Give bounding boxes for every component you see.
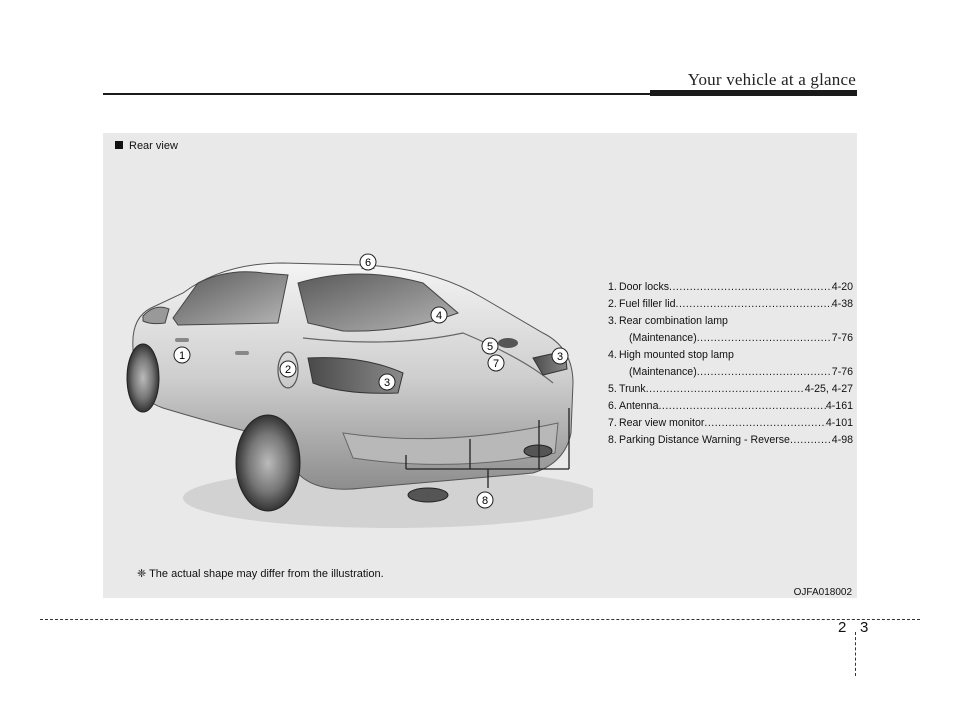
illustration-panel	[103, 133, 857, 598]
trunk-emblem	[498, 338, 518, 348]
legend-item: 8. Parking Distance Warning - Reverse ..... 4-98	[608, 432, 853, 449]
illustration-footnote: ❈ The actual shape may differ from the illustration.	[137, 568, 384, 580]
legend-item: 7. Rear view monitor ..... 4-101	[608, 415, 853, 432]
callout-2	[280, 361, 296, 377]
callout-3-left	[379, 374, 395, 390]
svg-text:8: 8	[481, 495, 489, 507]
side-windows	[173, 272, 288, 325]
callout-5	[482, 338, 498, 354]
svg-text:6: 6	[364, 257, 372, 269]
svg-text:5: 5	[486, 341, 494, 353]
callout-3-right	[552, 348, 568, 364]
chapter-number: 2	[838, 619, 847, 636]
legend-item: 3. Rear combination lamp	[608, 315, 728, 327]
svg-text:3: 3	[383, 377, 391, 389]
door-handle-rear	[235, 351, 249, 355]
wheel-front	[127, 344, 159, 412]
callout-7	[488, 355, 504, 371]
callout-8	[477, 492, 493, 508]
component-legend	[608, 279, 853, 449]
legend-item: 6. Antenna ..... 4-161	[608, 398, 853, 415]
svg-text:1: 1	[178, 350, 186, 362]
svg-text:3: 3	[556, 351, 564, 363]
side-mirror	[143, 307, 169, 324]
footer-dashed-divider	[855, 632, 856, 676]
image-code: OJFA018002	[793, 587, 852, 598]
legend-item: 1. Door locks ..... 4-20	[608, 279, 853, 296]
legend-item: 2. Fuel filler lid ..... 4-38	[608, 296, 853, 313]
callout-1	[174, 347, 190, 363]
callout-4	[431, 307, 447, 323]
wheel-rear	[236, 415, 300, 511]
footer-dashed-rule	[40, 619, 920, 620]
legend-item: 5. Trunk ..... 4-25, 4-27	[608, 381, 853, 398]
legend-item-sub: (Maintenance) ..... 7-76	[608, 364, 853, 381]
svg-text:4: 4	[435, 310, 443, 322]
header-rule-accent	[650, 90, 857, 96]
callout-6	[360, 254, 376, 270]
legend-item-sub: (Maintenance) ..... 7-76	[608, 330, 853, 347]
door-handle-front	[175, 338, 189, 342]
svg-text:7: 7	[492, 358, 500, 370]
page-header-title: Your vehicle at a glance	[687, 70, 856, 89]
exhaust-right	[524, 445, 552, 457]
legend-item: 4. High mounted stop lamp	[608, 349, 734, 361]
page-number: 3	[860, 619, 869, 636]
section-label-text: Rear view	[129, 140, 178, 152]
car-rear-view-illustration	[103, 133, 593, 553]
exhaust-left	[408, 488, 448, 502]
svg-text:2: 2	[284, 364, 292, 376]
